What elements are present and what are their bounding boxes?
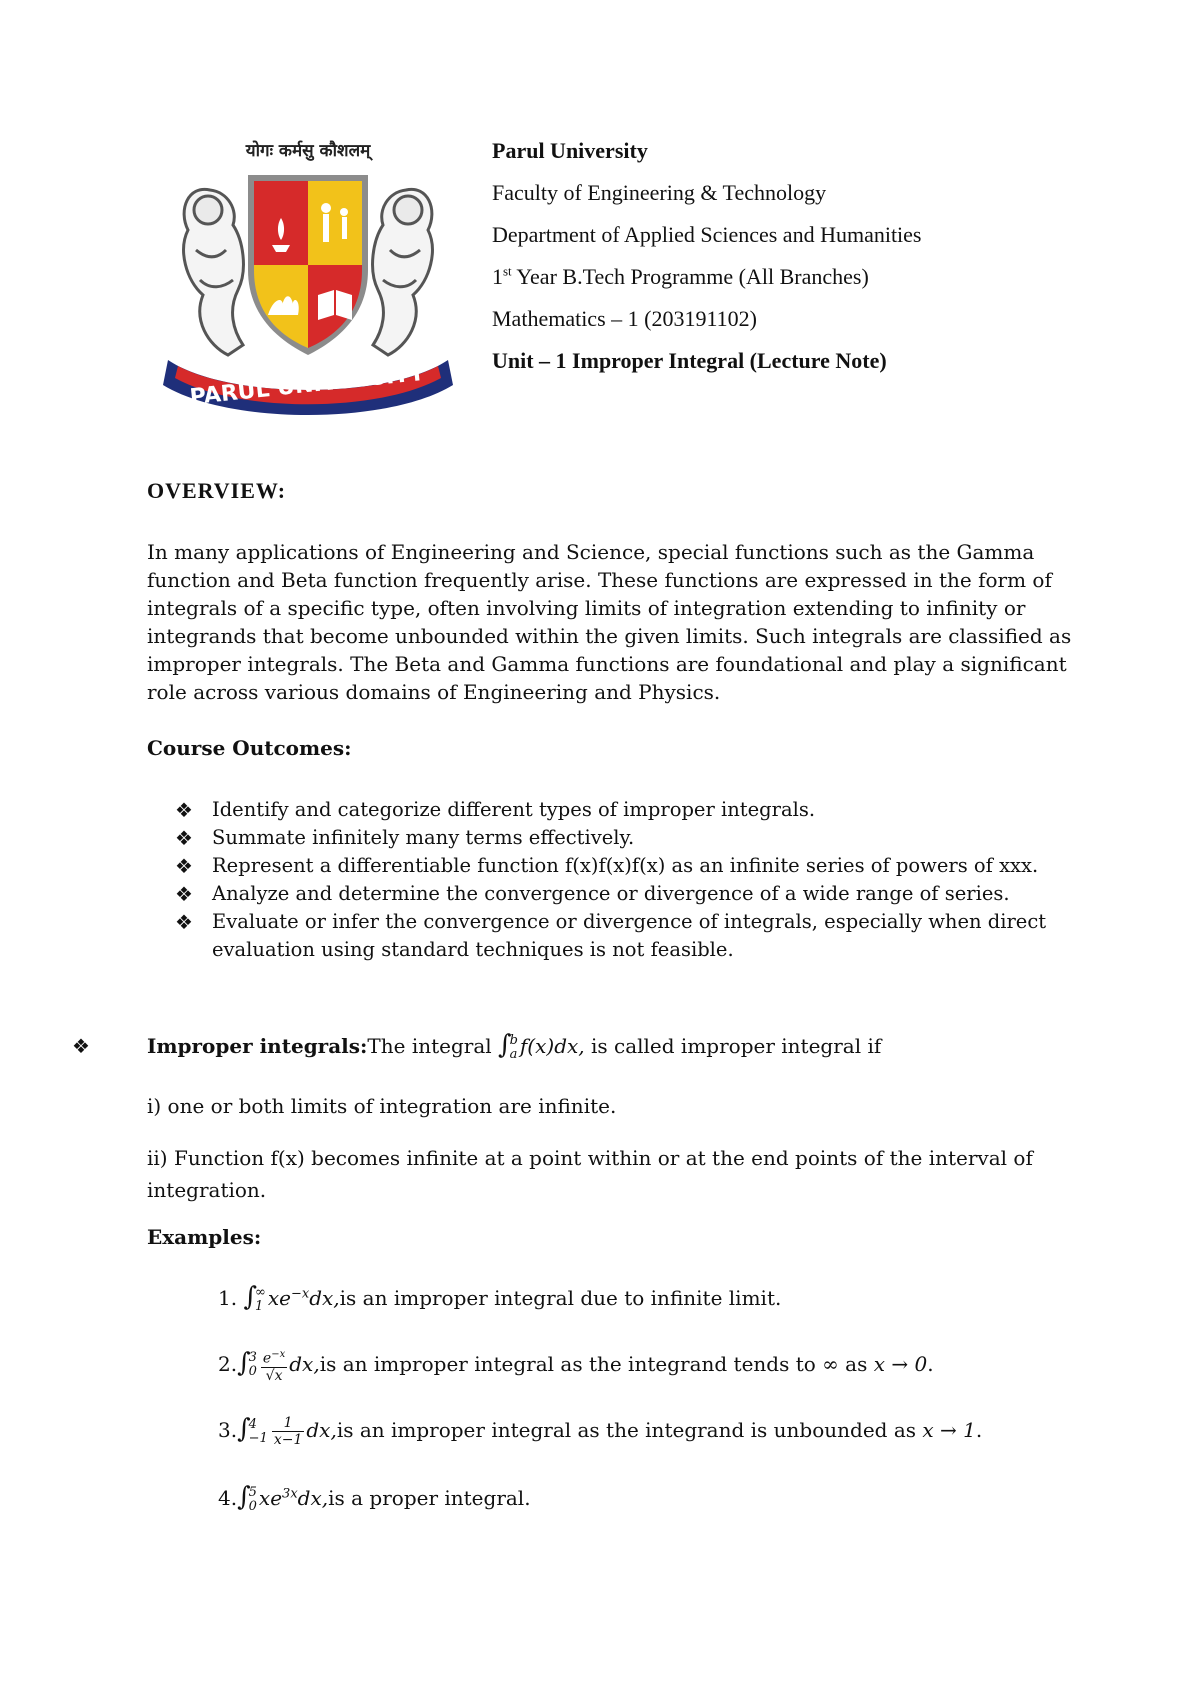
list-item <box>175 880 1075 908</box>
programme-line <box>492 256 1092 298</box>
improper-label: Improper integrals: <box>147 1034 368 1058</box>
course-outcomes-list <box>175 796 1075 964</box>
condition-1: i) one or both limits of integration are infinite. <box>147 1094 617 1118</box>
list-item <box>175 796 1075 824</box>
overview-paragraph: In many applications of Engineering and Science, special functions such as the Gamma function and Beta function frequently arise. These functions are expressed in the form of integrals of a specific type, often involving limits of integration extending to infinity or integrands that become unbounded within the given limits. Such integrals are classified as improper integrals. The Beta and Gamma functions are foundational and play a significant role across various domains of Engineering and Physics. <box>147 540 1072 704</box>
year-suffix: st <box>503 263 512 279</box>
upper-limit: 4 <box>248 1416 257 1432</box>
outcome-text: Identify and categorize different types of improper integrals. <box>212 798 816 821</box>
example-item <box>218 1347 934 1384</box>
unit-title: Unit – 1 Improper Integral (Lecture Note) <box>492 348 887 373</box>
logo-banner-text: PARUL UNIVERSITY <box>188 360 427 411</box>
list-item <box>175 852 1075 880</box>
exponent: 3x <box>282 1486 298 1502</box>
university-name: Parul University <box>492 138 648 163</box>
differential: dx, <box>306 1418 337 1442</box>
improper-definition <box>72 1030 1122 1062</box>
denominator: √x <box>265 1367 283 1384</box>
outcome-text: Evaluate or infer the convergence or divergence of integrals, especially when direct evaluation using standard techniques is not feasible. <box>212 910 1047 961</box>
example-text: is an improper integral due to infinite limit. <box>339 1286 782 1310</box>
differential: dx, <box>297 1486 329 1510</box>
example-end: . <box>975 1418 983 1442</box>
example-item <box>218 1414 982 1448</box>
example-number: 4. <box>218 1486 238 1510</box>
improper-intro: The integral <box>367 1034 499 1058</box>
example-number: 1. <box>218 1286 244 1310</box>
upper-limit: b <box>509 1032 518 1048</box>
numerator-exponent: −x <box>271 1349 286 1360</box>
subject-name: Mathematics – 1 (203191102) <box>492 306 757 331</box>
lower-limit: a <box>509 1046 518 1062</box>
lower-limit: −1 <box>248 1430 268 1446</box>
integrand: xe <box>267 1286 291 1310</box>
faculty-name: Faculty of Engineering & Technology <box>492 180 827 205</box>
exponent: −x <box>290 1286 310 1302</box>
diamond-bullet-icon: ❖ <box>175 798 193 822</box>
integral-sign: ∫ <box>237 1414 251 1444</box>
diamond-bullet-icon: ❖ <box>175 854 193 878</box>
list-item <box>175 908 1075 964</box>
diamond-bullet-icon: ❖ <box>72 1034 90 1058</box>
overview-heading: OVERVIEW: <box>147 478 287 503</box>
integral-limits <box>249 1486 257 1514</box>
right-lion-icon <box>373 189 433 355</box>
upper-limit: 5 <box>248 1484 257 1500</box>
fraction <box>272 1415 305 1448</box>
example-end: . <box>927 1351 934 1376</box>
fraction <box>261 1347 287 1384</box>
programme-name: Year B.Tech Programme (All Branches) <box>511 264 869 289</box>
example-text: is an improper integral as the integrand tends to ∞ as <box>319 1351 874 1376</box>
diamond-bullet-icon: ❖ <box>175 910 193 934</box>
example-text: is an improper integral as the integrand is unbounded as <box>336 1418 923 1442</box>
course-outcomes-heading: Course Outcomes: <box>147 736 352 760</box>
limit-variable: x → 0 <box>873 1351 928 1376</box>
university-logo <box>148 130 468 420</box>
outcome-text: Summate infinitely many terms effectively. <box>212 826 635 849</box>
lower-limit: 0 <box>248 1498 257 1514</box>
logo-motto: योगः कर्मसु कौशलम् <box>245 141 371 161</box>
example-number: 2. <box>218 1351 238 1376</box>
limit-variable: x → 1 <box>922 1418 976 1442</box>
integral-limits <box>510 1034 518 1062</box>
condition-2: ii) Function f(x) becomes infinite at a point within or at the end points of the interval of integration. <box>147 1146 1033 1202</box>
list-item <box>175 824 1075 852</box>
department-name: Department of Applied Sciences and Humanities <box>492 222 922 247</box>
lower-limit: 0 <box>248 1364 257 1380</box>
integral-sign: ∫ <box>237 1347 251 1378</box>
diamond-bullet-icon: ❖ <box>175 826 193 850</box>
example-item <box>218 1482 531 1514</box>
numerator <box>261 1347 287 1368</box>
left-lion-icon <box>184 189 244 355</box>
upper-limit: ∞ <box>255 1284 266 1300</box>
upper-limit: 3 <box>248 1350 257 1366</box>
integral-limits <box>249 1351 257 1379</box>
document-header <box>492 130 1092 382</box>
examples-heading: Examples: <box>147 1225 262 1249</box>
integral-limits <box>255 1286 266 1314</box>
shield-icon <box>248 175 368 355</box>
outcome-text: Analyze and determine the convergence or divergence of a wide range of series. <box>212 882 1010 905</box>
integral-sign: ∫ <box>498 1030 512 1060</box>
integral-limits <box>249 1418 268 1446</box>
integrand: f(x)dx, <box>519 1034 585 1058</box>
integrand: xe <box>258 1486 283 1510</box>
numerator: 1 <box>272 1415 305 1432</box>
differential: dx, <box>309 1286 340 1310</box>
differential: dx, <box>289 1351 320 1376</box>
lower-limit: 1 <box>255 1298 264 1314</box>
integral-sign: ∫ <box>243 1282 257 1312</box>
denominator: x−1 <box>273 1432 303 1448</box>
example-item <box>218 1282 781 1314</box>
example-number: 3. <box>218 1418 238 1442</box>
example-text: is a proper integral. <box>328 1486 531 1510</box>
improper-tail: is called improper integral if <box>584 1034 882 1058</box>
numerator-base: e <box>262 1350 272 1367</box>
year-ordinal: 1 <box>492 264 503 289</box>
outcome-text: Represent a differentiable function f(x)f(x)f(x) as an infinite series of powers of xxx. <box>212 854 1039 877</box>
diamond-bullet-icon: ❖ <box>175 882 193 906</box>
integral-sign: ∫ <box>237 1482 251 1512</box>
